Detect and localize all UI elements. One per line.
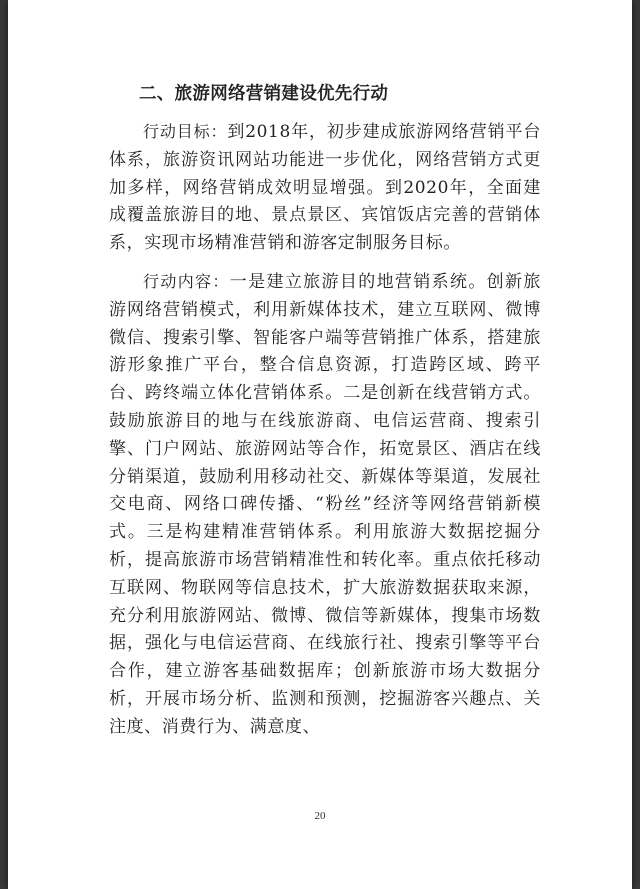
paragraph-content-label: 行动内容： <box>143 271 230 291</box>
section-heading: 二、旅游网络营销建设优先行动 <box>139 84 389 104</box>
paragraph-goal-label: 行动目标： <box>143 122 228 141</box>
document-page <box>8 0 632 889</box>
paragraph-content <box>109 268 541 742</box>
paragraph-content-text: 一是建立旅游目的地营销系统。创新旅游网络营销模式，利用新媒体技术，建立互联网、微博微信、搜索引擎、智能客户端等营销推广体系，搭建旅游形象推广平台，整合信息资源，打造跨区域、跨平台、跨终端立体化营销体系。二是创新在线营销方式。鼓励旅游目的地与在线旅游商、电信运营商、搜索引擎、门户网站、旅游网站等合作，拓宽景区、酒店在线分销渠道，鼓励利用移动社交、新媒体等渠道，发展社交电商、网络口碑传播、“粉丝”经济等网络营销新模式。三是构建精准营销体系。利用旅游大数据挖掘分析，提高旅游市场营销精准性和转化率。重点依托移动互联网、物联网等信息技术，扩大旅游数据获取来源，充分利用旅游网站、微博、微信等新媒体，搜集市场数据，强化与电信运营商、在线旅行社、搜索引擎等平台合作，建立游客基础数据库；创新旅游市场大数据分析，开展市场分析、监测和预测，挖掘游客兴趣点、关注度、消费行为、满意度、 <box>109 271 541 737</box>
paragraph-goal <box>109 118 541 258</box>
page-number: 20 <box>314 810 326 822</box>
page-content <box>109 70 541 752</box>
paragraph-goal-text: 到2018年，初步建成旅游网络营销平台体系，旅游资讯网站功能进一步优化，网络营销方式更加多样，网络营销成效明显增强。到2020年，全面建成覆盖旅游目的地、景点景区、宾馆饭店完善的营销体系，实现市场精准营销和游客定制服务目标。 <box>109 122 541 254</box>
